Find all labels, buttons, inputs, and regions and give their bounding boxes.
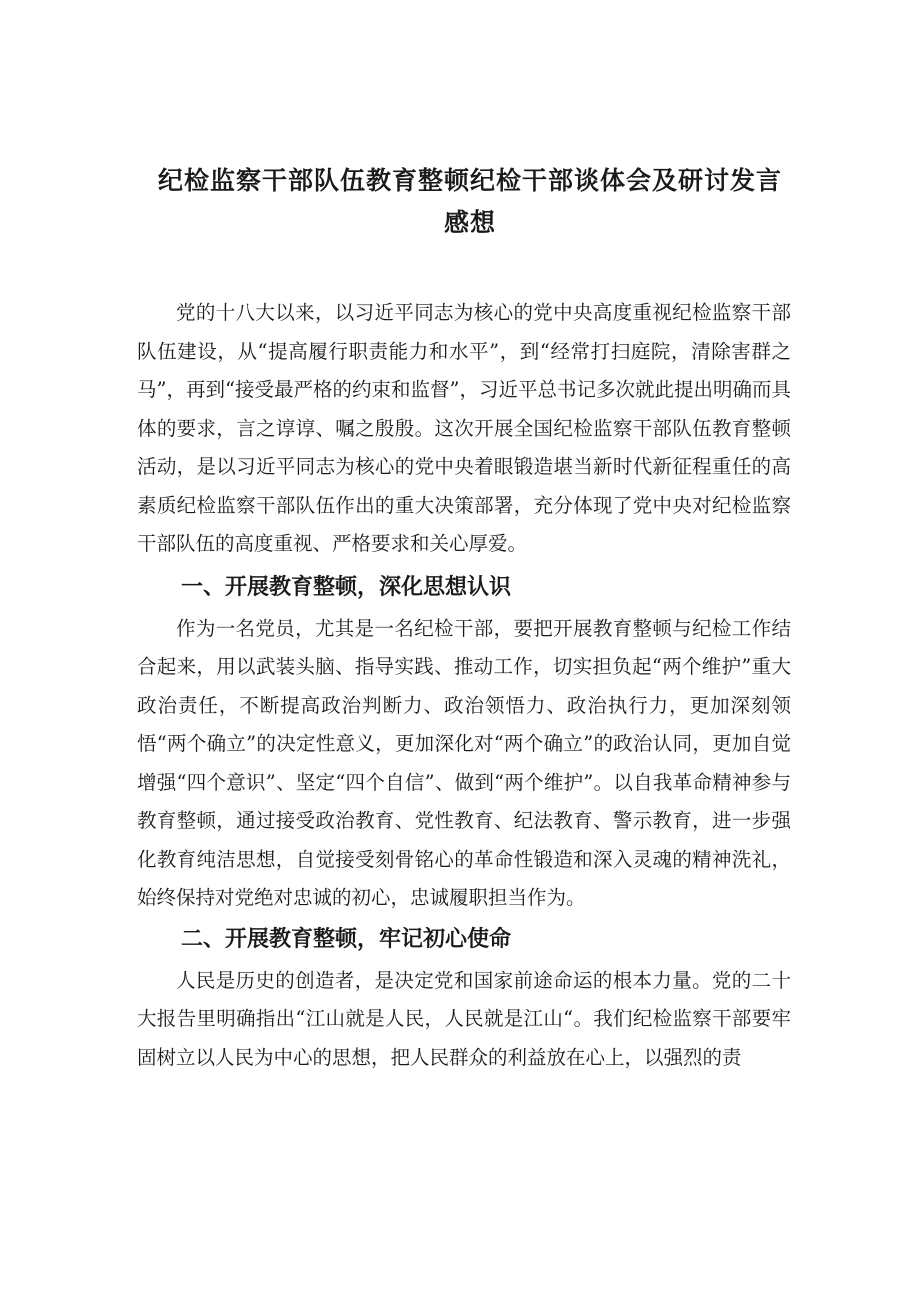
document-title xyxy=(150,160,790,244)
section-2-paragraph: 人民是历史的创造者，是决定党和国家前途命运的根本力量。党的二十大报告里明确指出“江山就是人民，人民就是江山“。我们纪检监察干部要牢固树立以人民为中心的思想，把人民群众的利益放在心上，以强烈的责 xyxy=(137,968,791,1069)
section-heading-1: 一、开展教育整顿，深化思想认识 xyxy=(181,574,512,600)
document-title-line-1: 纪检监察干部队伍教育整顿纪检干部谈体会及研讨发言 xyxy=(157,166,782,195)
section-1-paragraph: 作为一名党员，尤其是一名纪检干部，要把开展教育整顿与纪检工作结合起来，用以武装头脑、指导实践、推动工作，切实担负起“两个维护”重大政治责任，不断提高政治判断力、政治领悟力、政治执行力，更加深刻领悟“两个确立”的决定性意义，更加深化对“两个确立”的政治认同，更加自觉增强“四个意识”、坚定“四个自信”、做到“两个维护”。以自我革命精神参与教育整顿，通过接受政治教育、党性教育、纪法教育、警示教育，进一步强化教育纯洁思想，自觉接受刻骨铭心的革命性锻造和深入灵魂的精神洗礼，始终保持对党绝对忠诚的初心，忠诚履职担当作为。 xyxy=(137,616,791,909)
intro-paragraph: 党的十八大以来，以习近平同志为核心的党中央高度重视纪检监察干部队伍建设，从“提高履行职责能力和水平”，到“经常打扫庭院，清除害群之马”，再到“接受最严格的约束和监督”，习近平总书记多次就此提出明确而具体的要求，言之谆谆、嘱之殷殷。这次开展全国纪检监察干部队伍教育整顿活动，是以习近平同志为核心的党中央着眼锻造堪当新时代新征程重任的高素质纪检监察干部队伍作出的重大决策部署，充分体现了党中央对纪检监察干部队伍的高度重视、严格要求和关心厚爱。 xyxy=(137,301,791,555)
document-title-line-2: 感想 xyxy=(443,208,496,237)
document-body xyxy=(137,294,791,1077)
section-heading-2: 二、开展教育整顿，牢记初心使命 xyxy=(181,926,512,952)
